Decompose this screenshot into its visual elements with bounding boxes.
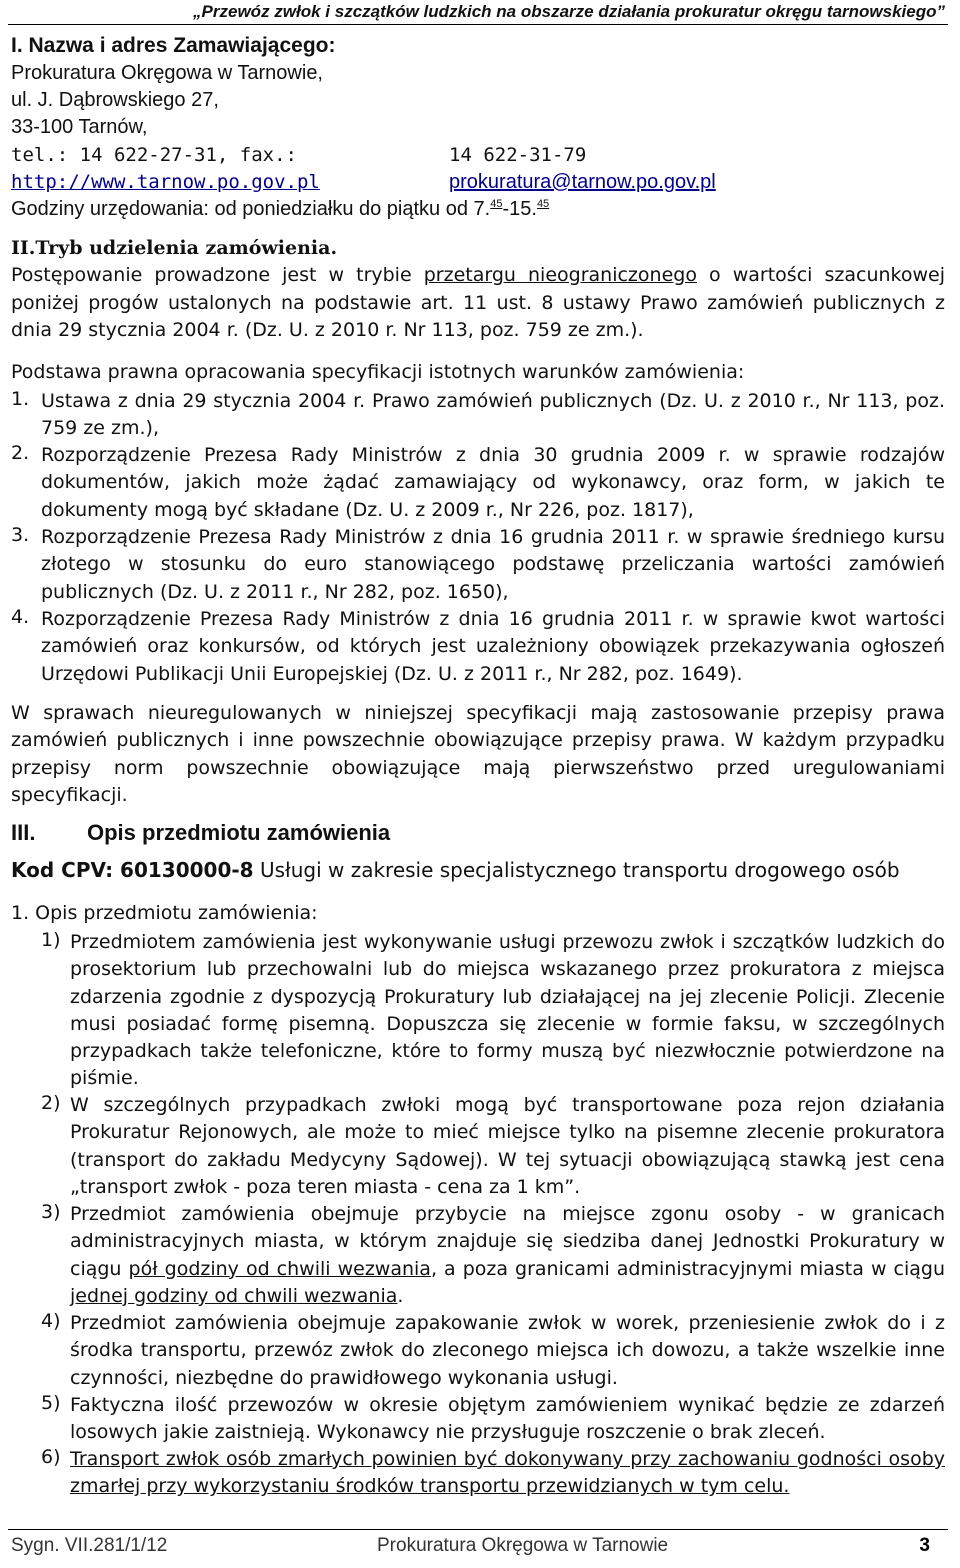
item-number: 1) — [41, 929, 61, 951]
fax-number: 14 622-31-79 — [449, 144, 587, 166]
item-number: 6) — [41, 1446, 61, 1468]
subject-item: Faktyczna ilość przewozów w okresie objętym zamówieniem wynikać będzie ze zdarzeń losowych jakie zaistnieją. Wykonawcy nie przysługuje roszczenie o brak zleceń. — [70, 1394, 945, 1444]
subject-item: Przedmiotem zamówienia jest wykonywanie usługi przewozu zwłok i szczątków ludzkich do prosektorium lub przechowalni lub do miejsca wskazanego przez prokuratora z miejsca zdarzenia zgodnie z dyspozycją Prokuratury lub działającej na jej zlecenie Policji. Zlecenie musi posiadać formę pisemną. Dopuszcza się zlecenie w formie faksu, w szczególnych przypadkach także telefoniczne, które to formy muszą być niezwłocznie potwierdzone na piśmie. — [70, 931, 945, 1090]
footer-office: Prokuratura Okręgowa w Tarnowie — [377, 1535, 669, 1556]
page-footer — [11, 1535, 938, 1559]
footer-rule — [8, 1529, 948, 1530]
case-signature: Sygn. VII.281/1/12 — [11, 1535, 168, 1556]
general-rules-paragraph: W sprawach nieuregulowanych w niniejszej specyfikacji mają zastosowanie przepisy prawa zamówień publicznych i inne powszechnie obowiązujące przepisy prawa. W każdym przypadku przepisy norm powszechnie obowiązujące mają pierwszeństwo przed uregulowaniami specyfikacji. — [11, 702, 945, 806]
item-number: 5) — [41, 1392, 61, 1414]
basis-number: 3. — [11, 524, 30, 546]
legal-basis-heading: Podstawa prawna opracowania specyfikacji istotnych warunków zamówienia: — [11, 361, 745, 383]
page-number: 3 — [919, 1535, 930, 1556]
basis-number: 2. — [11, 442, 30, 464]
basis-item: Rozporządzenie Prezesa Rady Ministrów z dnia 16 grudnia 2011 r. w sprawie kwot wartości zamówień oraz konkursów, od których jest uzależniony obowiązek przekazywania ogłoszeń Urzędowi Publikacji Unii Europejskiej (Dz. U. z 2011 r., Nr 282, poz. 1649). — [41, 608, 945, 685]
website-link[interactable]: http://www.tarnow.po.gov.pl — [11, 171, 320, 193]
zamawiajacy-street: ul. J. Dąbrowskiego 27, — [11, 89, 219, 111]
zamawiajacy-name: Prokuratura Okręgowa w Tarnowie, — [11, 62, 323, 84]
basis-item: Rozporządzenie Prezesa Rady Ministrów z dnia 30 grudnia 2009 r. w sprawie rodzajów dokumentów, jakich może żądać zamawiający od wykonawcy, oraz form, w jakich te dokumenty mogą być składane (Dz. U. z 2009 r., Nr 226, poz. 1817), — [41, 444, 945, 521]
section2-heading: II.Tryb udzielenia zamówienia. — [11, 237, 338, 259]
procedure-type-link: przetargu nieograniczonego — [423, 264, 697, 286]
zamawiajacy-city: 33-100 Tarnów, — [11, 116, 148, 138]
basis-item: Ustawa z dnia 29 stycznia 2004 r. Prawo zamówień publicznych (Dz. U. z 2010 r., Nr 113, poz. 759 ze zm.), — [41, 390, 945, 440]
item-number: 2) — [41, 1092, 61, 1114]
section1-heading: I. Nazwa i adres Zamawiającego: — [11, 34, 336, 57]
subject-item: Przedmiot zamówienia obejmuje przybycie na miejsce zgonu osoby - w granicach administracyjnych miasta, w którym znajduje się siedziba danej Jednostki Prokuratury w ciągu pół godziny od chwili wezwania, a poza granicami administracyjnymi miasta w ciągu jednej godziny od chwili wezwania. — [70, 1203, 945, 1307]
subject-subheading: 1. Opis przedmiotu zamówienia: — [11, 902, 318, 924]
header-rule — [8, 24, 948, 25]
cpv-code: Kod CPV: 60130000-8 Usługi w zakresie specjalistycznego transportu drogowego osób — [11, 858, 900, 882]
basis-item: Rozporządzenie Prezesa Rady Ministrów z dnia 16 grudnia 2011 r. w sprawie średniego kursu złotego w stosunku do euro stanowiącego podstawę przeliczania wartości zamówień publicznych (Dz. U. z 2011 r., Nr 282, poz. 1650), — [41, 526, 945, 603]
office-hours: Godziny urzędowania: od poniedziałku do piątku od 7.45-15.45 — [11, 198, 550, 220]
section3-number: III. — [11, 820, 36, 845]
basis-number: 4. — [11, 606, 30, 628]
subject-item: Przedmiot zamówienia obejmuje zapakowanie zwłok w worek, przeniesienie zwłok do i z środka transportu, przewóz zwłok do zleconego miejsca ich dowozu, a także wszelkie inne czynności, niezbędne do prawidłowego wykonania usługi. — [70, 1312, 945, 1389]
page-header-title: „Przewóz zwłok i szczątków ludzkich na obszarze działania prokuratur okręgu tarnowskiego” — [193, 2, 945, 21]
basis-number: 1. — [11, 388, 30, 410]
subject-item: W szczególnych przypadkach zwłoki mogą być transportowane poza rejon działania Prokuratur Rejonowych, ale może to mieć miejsce tylko na pisemne zlecenie prokuratora (transport do zakładu Medycyny Sądowej). W tej sytuacji obowiązującą stawką jest cena „transport zwłok - poza teren miasta - cena za 1 km”. — [70, 1094, 945, 1198]
email-link[interactable]: prokuratura@tarnow.po.gov.pl — [449, 171, 716, 193]
procedure-paragraph: Postępowanie prowadzone jest w trybie przetargu nieograniczonego o wartości szacunkowej poniżej progów ustalonych na podstawie art. 11 ust. 8 ustawy Prawo zamówień publicznych z dnia 29 stycznia 2004 r. (Dz. U. z 2010 r. Nr 113, poz. 759 ze zm.). — [11, 264, 945, 341]
subject-item: Transport zwłok osób zmarłych powinien być dokonywany przy zachowaniu godności osoby zmarłej przy wykorzystaniu środków transportu przewidzianych w tym celu. — [70, 1448, 945, 1498]
item-number: 4) — [41, 1310, 61, 1332]
section3-heading: Opis przedmiotu zamówienia — [87, 820, 391, 845]
telephone: tel.: 14 622-27-31, fax.: — [11, 144, 297, 166]
item-number: 3) — [41, 1201, 61, 1223]
